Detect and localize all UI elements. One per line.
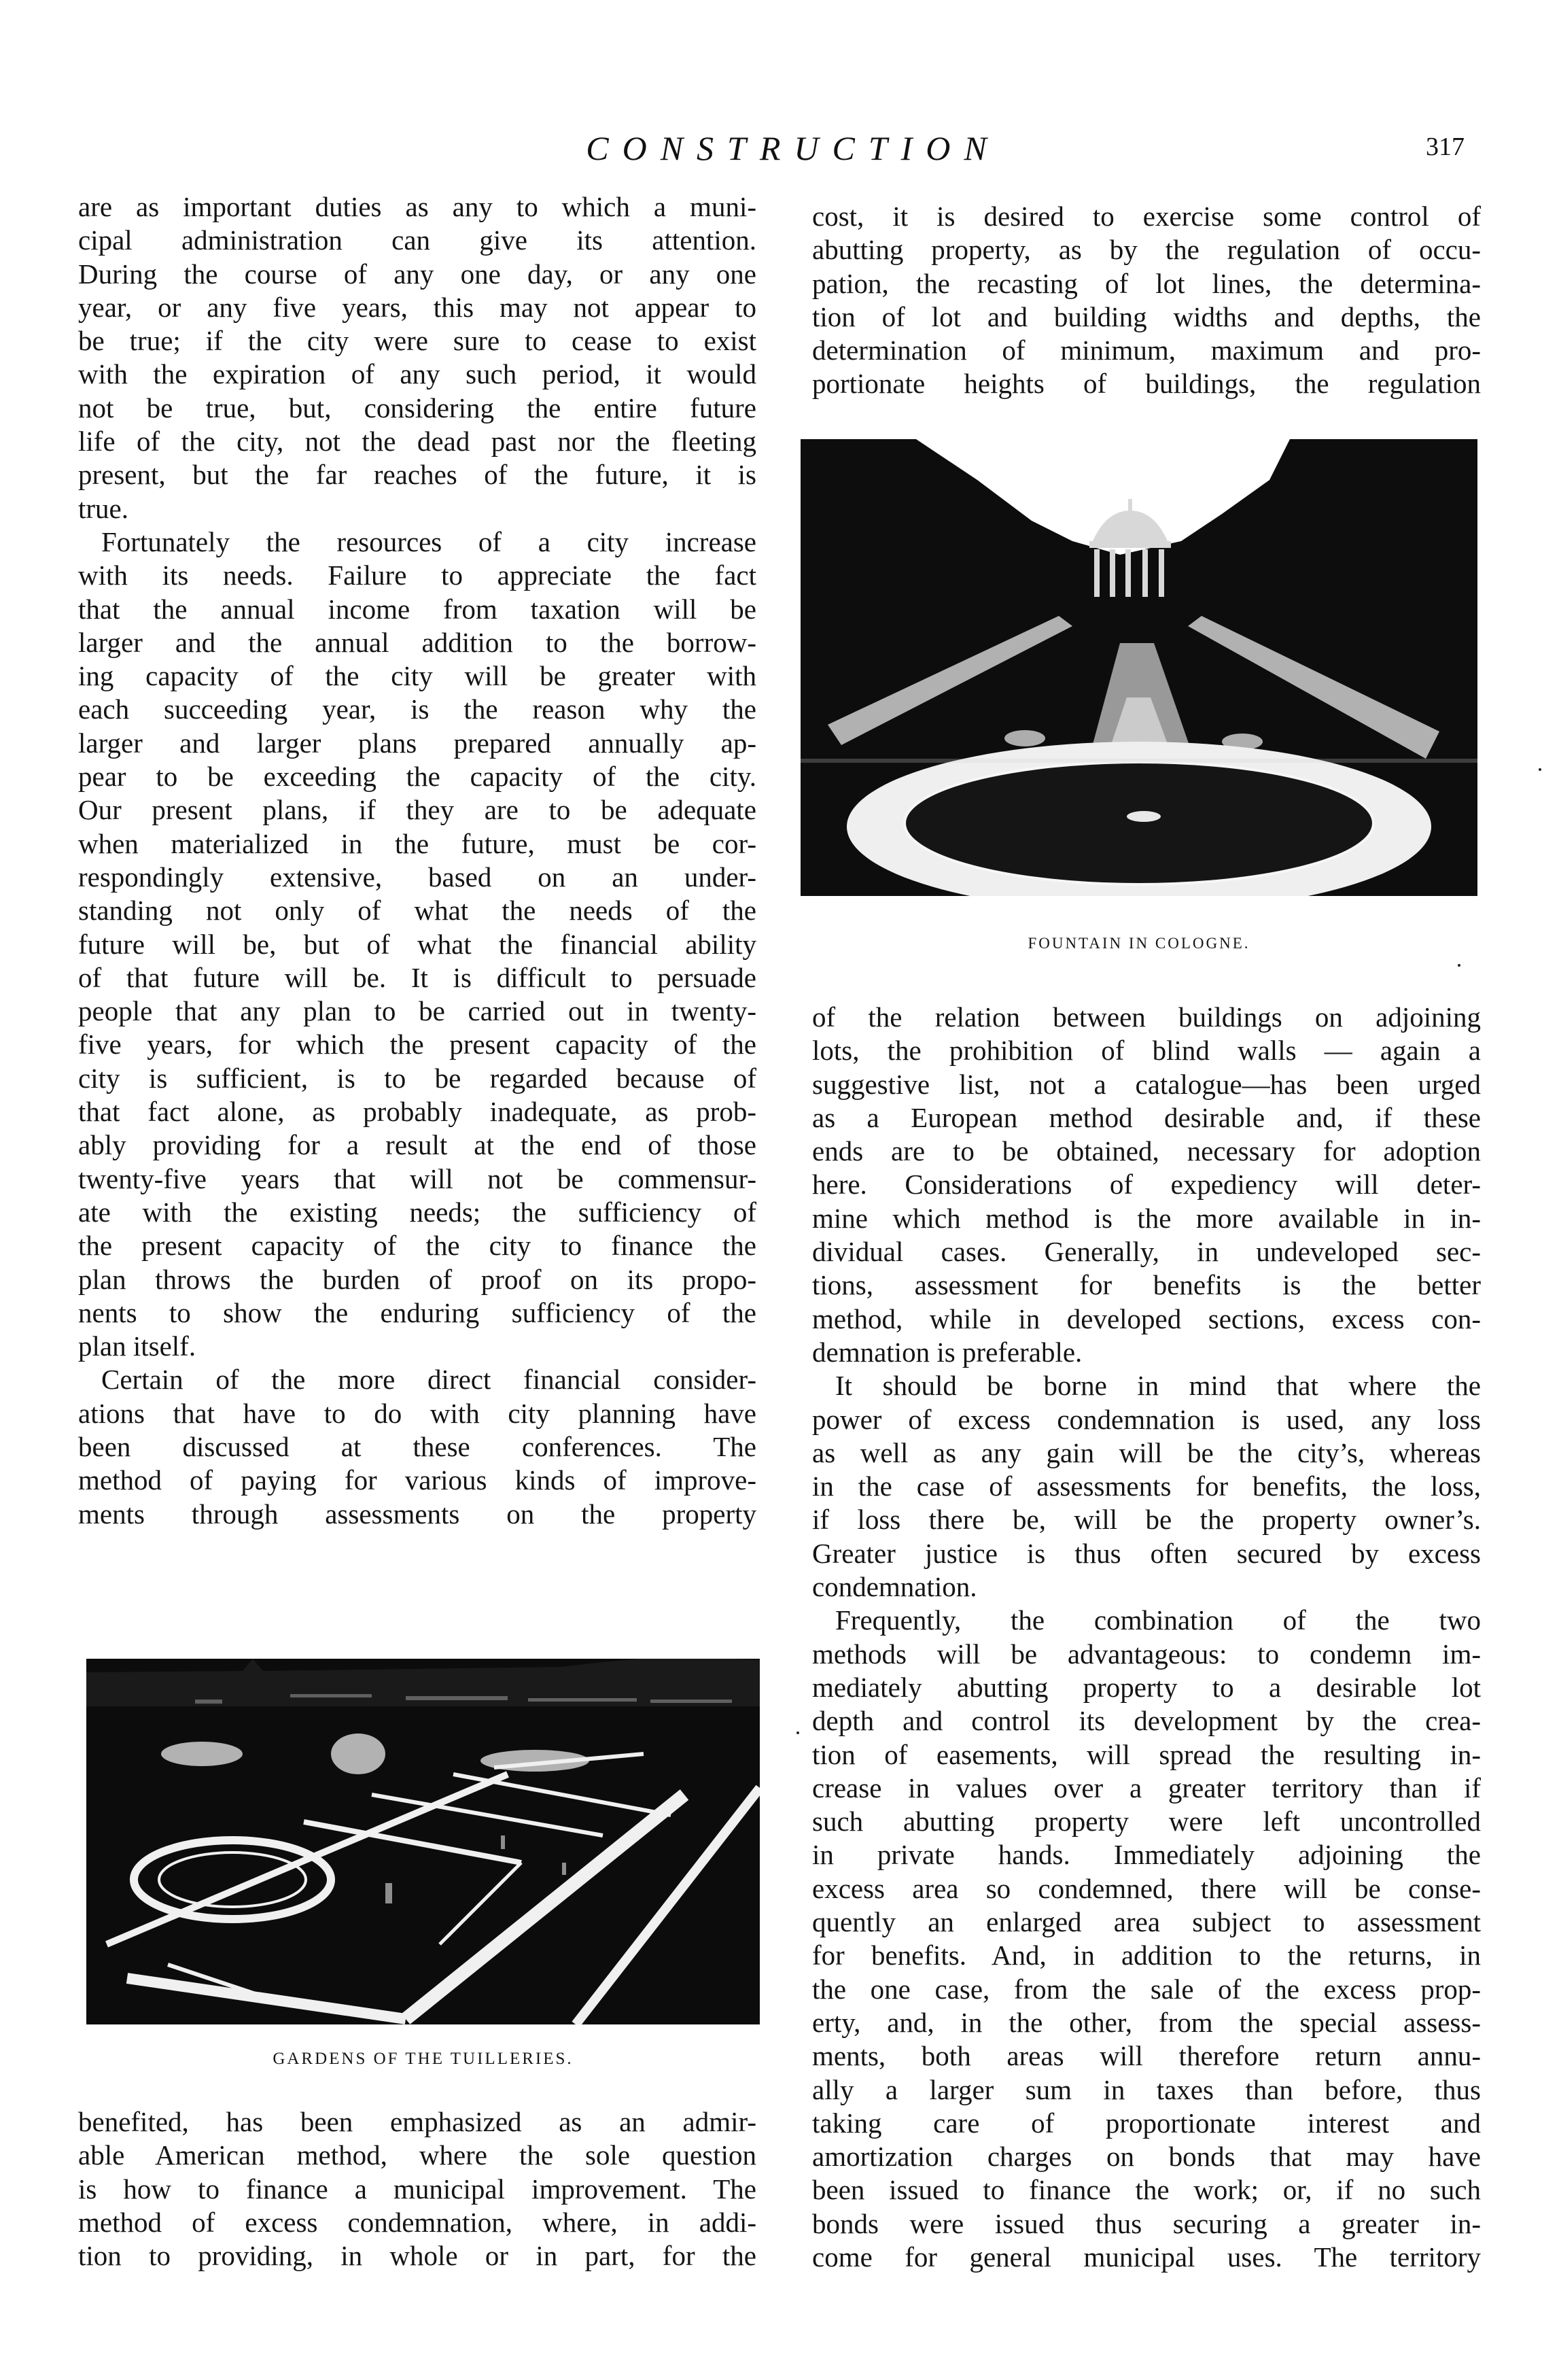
text-line: present, but the far reaches of the future, it is — [78, 459, 756, 491]
cologne-fountain-photo-graphic — [801, 439, 1477, 896]
text-line: ably providing for a result at the end of those — [78, 1129, 756, 1161]
text-line: nents to show the enduring sufficiency of the — [78, 1296, 756, 1328]
text-line: of that future will be. It is difficult to persuade — [78, 961, 756, 993]
text-line: not be true, but, considering the entire future — [78, 392, 756, 424]
text-line: that fact alone, as probably inadequate, as prob- — [78, 1096, 756, 1128]
text-line: excess area so condemned, there will be conse- — [812, 1872, 1481, 1904]
text-line: come for general municipal uses. The territory — [812, 2241, 1481, 2273]
scan-speck — [1458, 964, 1460, 967]
cologne-fountain-caption: FOUNTAIN IN COLOGNE. — [1028, 935, 1250, 952]
text-line: pation, the recasting of lot lines, the determina- — [812, 267, 1481, 299]
text-line: ate with the existing needs; the sufficiency of — [78, 1196, 756, 1228]
text-line: ends are to be obtained, necessary for adoption — [812, 1135, 1481, 1167]
running-title: CONSTRUCTION — [586, 129, 1000, 167]
text-line: respondingly extensive, based on an under- — [78, 861, 756, 893]
text-line: tion of easements, will spread the resulting in- — [812, 1738, 1481, 1770]
text-line: when materialized in the future, must be cor- — [78, 827, 756, 859]
left-column-text-top — [78, 190, 756, 1531]
text-line: condemnation. — [812, 1571, 977, 1603]
text-line: in the case of assessments for benefits, the loss, — [812, 1470, 1481, 1502]
text-line: ments through assessments on the property — [78, 1498, 756, 1530]
text-line: that the annual income from taxation will be — [78, 593, 756, 625]
text-line: erty, and, in the other, from the special assess- — [812, 2006, 1481, 2038]
text-line: suggestive list, not a catalogue—has been urged — [812, 1068, 1481, 1100]
text-line: the present capacity of the city to finance the — [78, 1230, 756, 1262]
right-column-text-bottom — [812, 1001, 1481, 2274]
text-line: be true; if the city were sure to cease to exist — [78, 325, 756, 357]
text-line: Frequently, the combination of the two — [835, 1604, 1481, 1636]
text-line: able American method, where the sole question — [78, 2139, 756, 2171]
text-line: here. Considerations of expediency will deter- — [812, 1169, 1481, 1201]
text-line: methods will be advantageous: to condemn im- — [812, 1638, 1481, 1670]
text-line: tion to providing, in whole or in part, for the — [78, 2240, 756, 2272]
text-line: are as important duties as any to which a muni- — [78, 191, 756, 222]
text-line: with the expiration of any such period, it would — [78, 358, 756, 390]
text-line: if loss there be, will be the property owner’s. — [812, 1504, 1481, 1536]
text-line: of the relation between buildings on adjoining — [812, 1001, 1481, 1033]
text-line: It should be borne in mind that where the — [835, 1370, 1481, 1402]
text-line: tions, assessment for benefits is the better — [812, 1269, 1481, 1301]
text-line: Greater justice is thus often secured by excess — [812, 1537, 1481, 1569]
tuilleries-photo — [86, 1659, 760, 2024]
tuilleries-photo-graphic — [86, 1659, 760, 2024]
text-line: twenty-five years that will not be commensur- — [78, 1162, 756, 1194]
text-line: ments, both areas will therefore return annu- — [812, 2040, 1481, 2072]
text-line: been issued to finance the work; or, if no such — [812, 2174, 1481, 2206]
text-line: amortization charges on bonds that may have — [812, 2141, 1481, 2173]
text-line: year, or any five years, this may not appear to — [78, 291, 756, 323]
text-line: standing not only of what the needs of the — [78, 895, 756, 927]
text-line: for benefits. And, in addition to the returns, in — [812, 1939, 1481, 1971]
text-line: taking care of proportionate interest and — [812, 2107, 1481, 2139]
text-line: been discussed at these conferences. The — [78, 1430, 756, 1462]
text-line: pear to be exceeding the capacity of the city. — [78, 761, 756, 793]
text-line: cipal administration can give its attention. — [78, 224, 756, 256]
text-line: bonds were issued thus securing a greater in- — [812, 2207, 1481, 2239]
text-line: lots, the prohibition of blind walls — again a — [812, 1035, 1481, 1067]
text-line: method, while in developed sections, excess con- — [812, 1303, 1481, 1334]
text-line: cost, it is desired to exercise some control of — [812, 201, 1481, 232]
scan-speck — [1539, 768, 1541, 771]
text-line: determination of minimum, maximum and pro- — [812, 334, 1481, 366]
text-line: dividual cases. Generally, in undeveloped sec- — [812, 1236, 1481, 1268]
text-line: depth and control its development by the crea- — [812, 1705, 1481, 1737]
left-column-text-bottom — [78, 2105, 756, 2273]
text-line: city is sufficient, is to be regarded because of — [78, 1062, 756, 1094]
text-line: in private hands. Immediately adjoining the — [812, 1839, 1481, 1871]
scan-speck — [796, 1731, 799, 1734]
text-line: life of the city, not the dead past nor the fleeting — [78, 426, 756, 458]
text-line: Certain of the more direct financial consider- — [101, 1364, 756, 1396]
text-line: power of excess condemnation is used, any loss — [812, 1403, 1481, 1435]
text-line: such abutting property were left uncontrolled — [812, 1806, 1481, 1838]
text-line: ations that have to do with city planning have — [78, 1397, 756, 1429]
text-line: ally a larger sum in taxes than before, thus — [812, 2073, 1481, 2105]
text-line: with its needs. Failure to appreciate the fact — [78, 559, 756, 591]
text-line: crease in values over a greater territory than if — [812, 1772, 1481, 1804]
text-line: mediately abutting property to a desirable lot — [812, 1671, 1481, 1703]
text-line: demnation is preferable. — [812, 1336, 1083, 1368]
text-line: ing capacity of the city will be greater with — [78, 660, 756, 692]
text-line: as a European method desirable and, if these — [812, 1101, 1481, 1133]
text-line: five years, for which the present capacity of the — [78, 1029, 756, 1060]
text-line: larger and the annual addition to the borrow- — [78, 626, 756, 658]
text-line: each succeeding year, is the reason why the — [78, 693, 756, 725]
text-line: people that any plan to be carried out in twenty- — [78, 995, 756, 1027]
text-line: as well as any gain will be the city’s, whereas — [812, 1436, 1481, 1468]
text-line: future will be, but of what the financial ability — [78, 928, 756, 960]
text-line: plan itself. — [78, 1330, 196, 1362]
text-line: benefited, has been emphasized as an admir- — [78, 2106, 756, 2137]
text-line: is how to finance a municipal improvement. The — [78, 2173, 756, 2205]
text-line: larger and larger plans prepared annually ap- — [78, 727, 756, 759]
text-line: During the course of any one day, or any one — [78, 258, 756, 290]
right-column-text-top — [812, 200, 1481, 401]
text-line: the one case, from the sale of the excess prop- — [812, 1973, 1481, 2005]
text-line: method of paying for various kinds of improve- — [78, 1464, 756, 1496]
text-line: portionate heights of buildings, the regulation — [812, 368, 1481, 400]
tuilleries-caption: GARDENS OF THE TUILLERIES. — [273, 2050, 574, 2068]
page-number: 317 — [1426, 133, 1465, 161]
text-line: mine which method is the more available in in- — [812, 1202, 1481, 1234]
text-line: abutting property, as by the regulation of occu- — [812, 234, 1481, 266]
text-line: Fortunately the resources of a city increase — [101, 525, 756, 557]
text-line: quently an enlarged area subject to assessment — [812, 1906, 1481, 1938]
text-line: true. — [78, 492, 128, 524]
text-line: method of excess condemnation, where, in addi- — [78, 2206, 756, 2238]
text-line: tion of lot and building widths and depths, the — [812, 300, 1481, 332]
text-line: plan throws the burden of proof on its propo- — [78, 1263, 756, 1295]
text-line: Our present plans, if they are to be adequate — [78, 794, 756, 826]
cologne-fountain-photo — [801, 439, 1477, 896]
